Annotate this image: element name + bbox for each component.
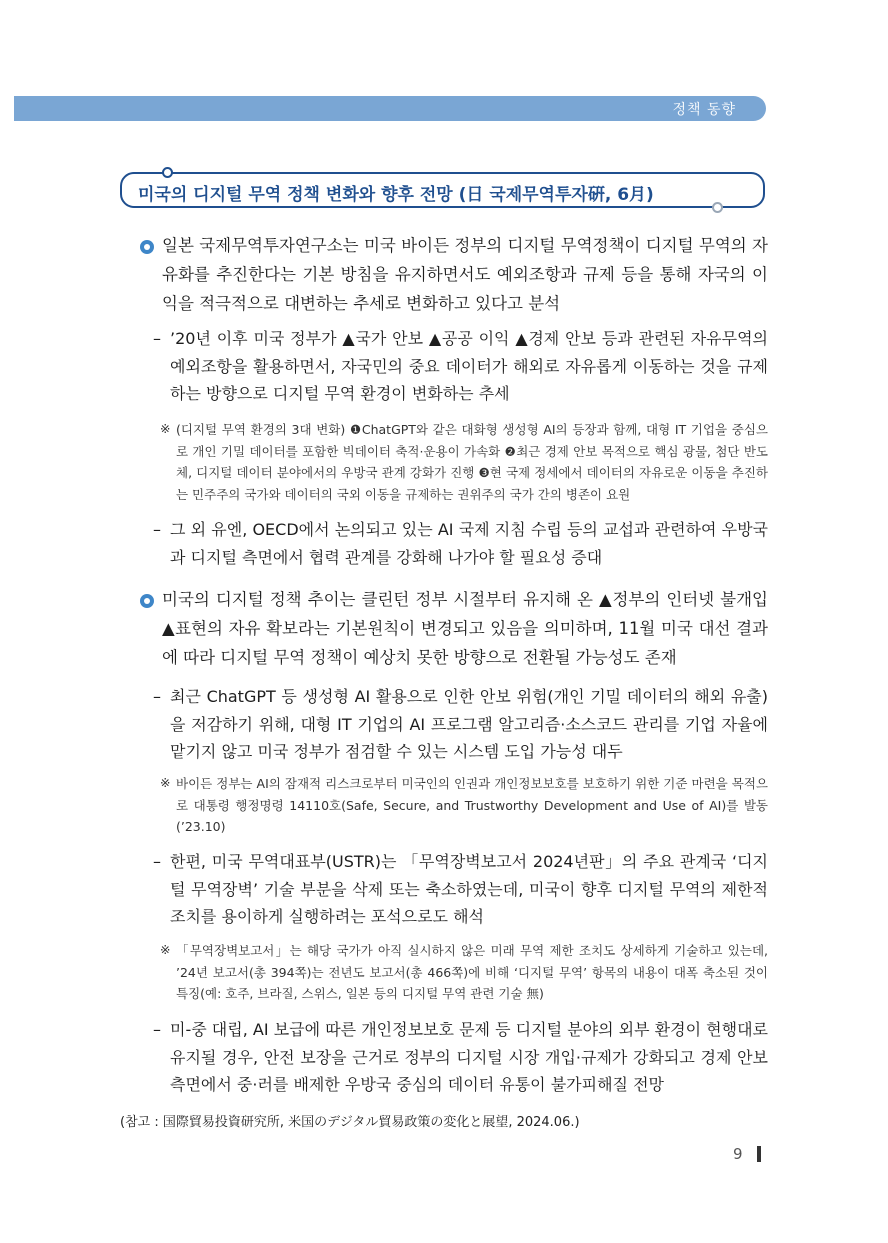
bullet-icon <box>140 240 154 254</box>
note-2-1: 바이든 정부는 AI의 잠재적 리스크로부터 미국인의 인권과 개인정보보호를 보호하기 위한 기준 마련을 목적으로 대통령 행정명령 14110호(Safe, Secure, and Trustworthy Development and Use of AI)를 발동(’23.10) <box>176 776 768 834</box>
paragraph-main-1: 일본 국제무역투자연구소는 미국 바이든 정부의 디지털 무역정책이 디지털 무역의 자유화를 추진한다는 기본 방침을 유지하면서도 예외조항과 규제 등을 통해 자국의 이익을 적극적으로 대변하는 추세로 변화하고 있다고 분석 <box>162 236 768 313</box>
dash-marker: – <box>153 520 161 539</box>
decor-knob-top <box>162 167 173 178</box>
note-marker: ※ <box>160 421 171 436</box>
section-label: 정책 동향 <box>672 102 736 118</box>
paragraph-main-2: 미국의 디지털 정책 추이는 클린턴 정부 시절부터 유지해 온 ▲정부의 인터넷 불개입 ▲표현의 자유 확보라는 기본원칙이 변경되고 있음을 의미하며, 11월 미국 대선 결과에 따라 디지털 무역 정책이 예상치 못한 방향으로 전환될 가능성도 존재 <box>162 590 768 667</box>
paragraph-sub-1-1: ’20년 이후 미국 정부가 ▲국가 안보 ▲공공 이익 ▲경제 안보 등과 관련된 자유무역의 예외조항을 활용하면서, 자국민의 중요 데이터가 해외로 자유롭게 이동하는 것을 규제하는 방향으로 디지털 무역 환경이 변화하는 추세 <box>170 329 768 403</box>
note-2-2: 「무역장벽보고서」는 해당 국가가 아직 실시하지 않은 미래 무역 제한 조치도 상세하게 기술하고 있는데, ’24년 보고서(총 394쪽)는 전년도 보고서(총 466쪽)에 비해 ‘디지털 무역’ 항목의 내용이 대폭 축소된 것이 특징(예: 호주, 브라질, 스위스, 일본 등의 디지털 무역 관련 기술 無) <box>176 943 768 1001</box>
paragraph-sub-2-2: 한편, 미국 무역대표부(USTR)는 「무역장벽보고서 2024년판」의 주요 관계국 ‘디지털 무역장벽’ 기술 부분을 삭제 또는 축소하였는데, 미국이 향후 디지털 무역의 제한적 조치를 용이하게 실행하려는 포석으로도 해석 <box>170 852 768 926</box>
page-number: 9 <box>733 1145 743 1163</box>
section-header-bar <box>14 96 766 121</box>
dash-marker: – <box>153 1020 161 1039</box>
paragraph-sub-2-3: 미-중 대립, AI 보급에 따른 개인정보보호 문제 등 디지털 분야의 외부 환경이 현행대로 유지될 경우, 안전 보장을 근거로 정부의 디지털 시장 개입·규제가 강화되고 경제 안보 측면에서 중·러를 배제한 우방국 중심의 데이터 유통이 불가피해질 전망 <box>170 1020 768 1094</box>
paragraph-sub-2-1: 최근 ChatGPT 등 생성형 AI 활용으로 인한 안보 위험(개인 기밀 데이터의 해외 유출)을 저감하기 위해, 대형 IT 기업의 AI 프로그램 알고리즘·소스코드 관리를 기업 자율에 맡기지 않고 미국 정부가 점검할 수 있는 시스템 도입 가능성 대두 <box>170 687 768 761</box>
article-title-box <box>120 172 765 208</box>
paragraph-sub-1-2: 그 외 유엔, OECD에서 논의되고 있는 AI 국제 지침 수립 등의 교섭과 관련하여 우방국과 디지털 측면에서 협력 관계를 강화해 나가야 할 필요성 증대 <box>170 520 768 567</box>
dash-marker: – <box>153 329 161 348</box>
note-marker: ※ <box>160 775 171 790</box>
decor-knob-bottom <box>712 202 723 213</box>
reference-citation: (참고 : 国際貿易投資研究所, 米国のデジタル貿易政策の変化と展望, 2024.06.) <box>120 1115 580 1130</box>
article-title: 미국의 디지털 무역 정책 변화와 향후 전망 (日 국제무역투자硏, 6月) <box>138 185 654 205</box>
bullet-icon <box>140 594 154 608</box>
page-number-bar <box>757 1146 761 1162</box>
note-marker: ※ <box>160 942 171 957</box>
note-1-1: (디지털 무역 환경의 3대 변화) ❶ChatGPT와 같은 대화형 생성형 AI의 등장과 함께, 대형 IT 기업을 중심으로 개인 기밀 데이터를 포함한 빅데이터 축적·운용이 가속화 ❷최근 경제 안보 목적으로 핵심 광물, 첨단 반도체, 디지털 데이터 분야에서의 우방국 관계 강화가 진행 ❸현 국제 정세에서 데이터의 자유로운 이동을 추진하는 민주주의 국가와 데이터의 국외 이동을 규제하는 권위주의 국가 간의 병존이 요원 <box>176 422 768 502</box>
dash-marker: – <box>153 852 161 871</box>
dash-marker: – <box>153 687 161 706</box>
